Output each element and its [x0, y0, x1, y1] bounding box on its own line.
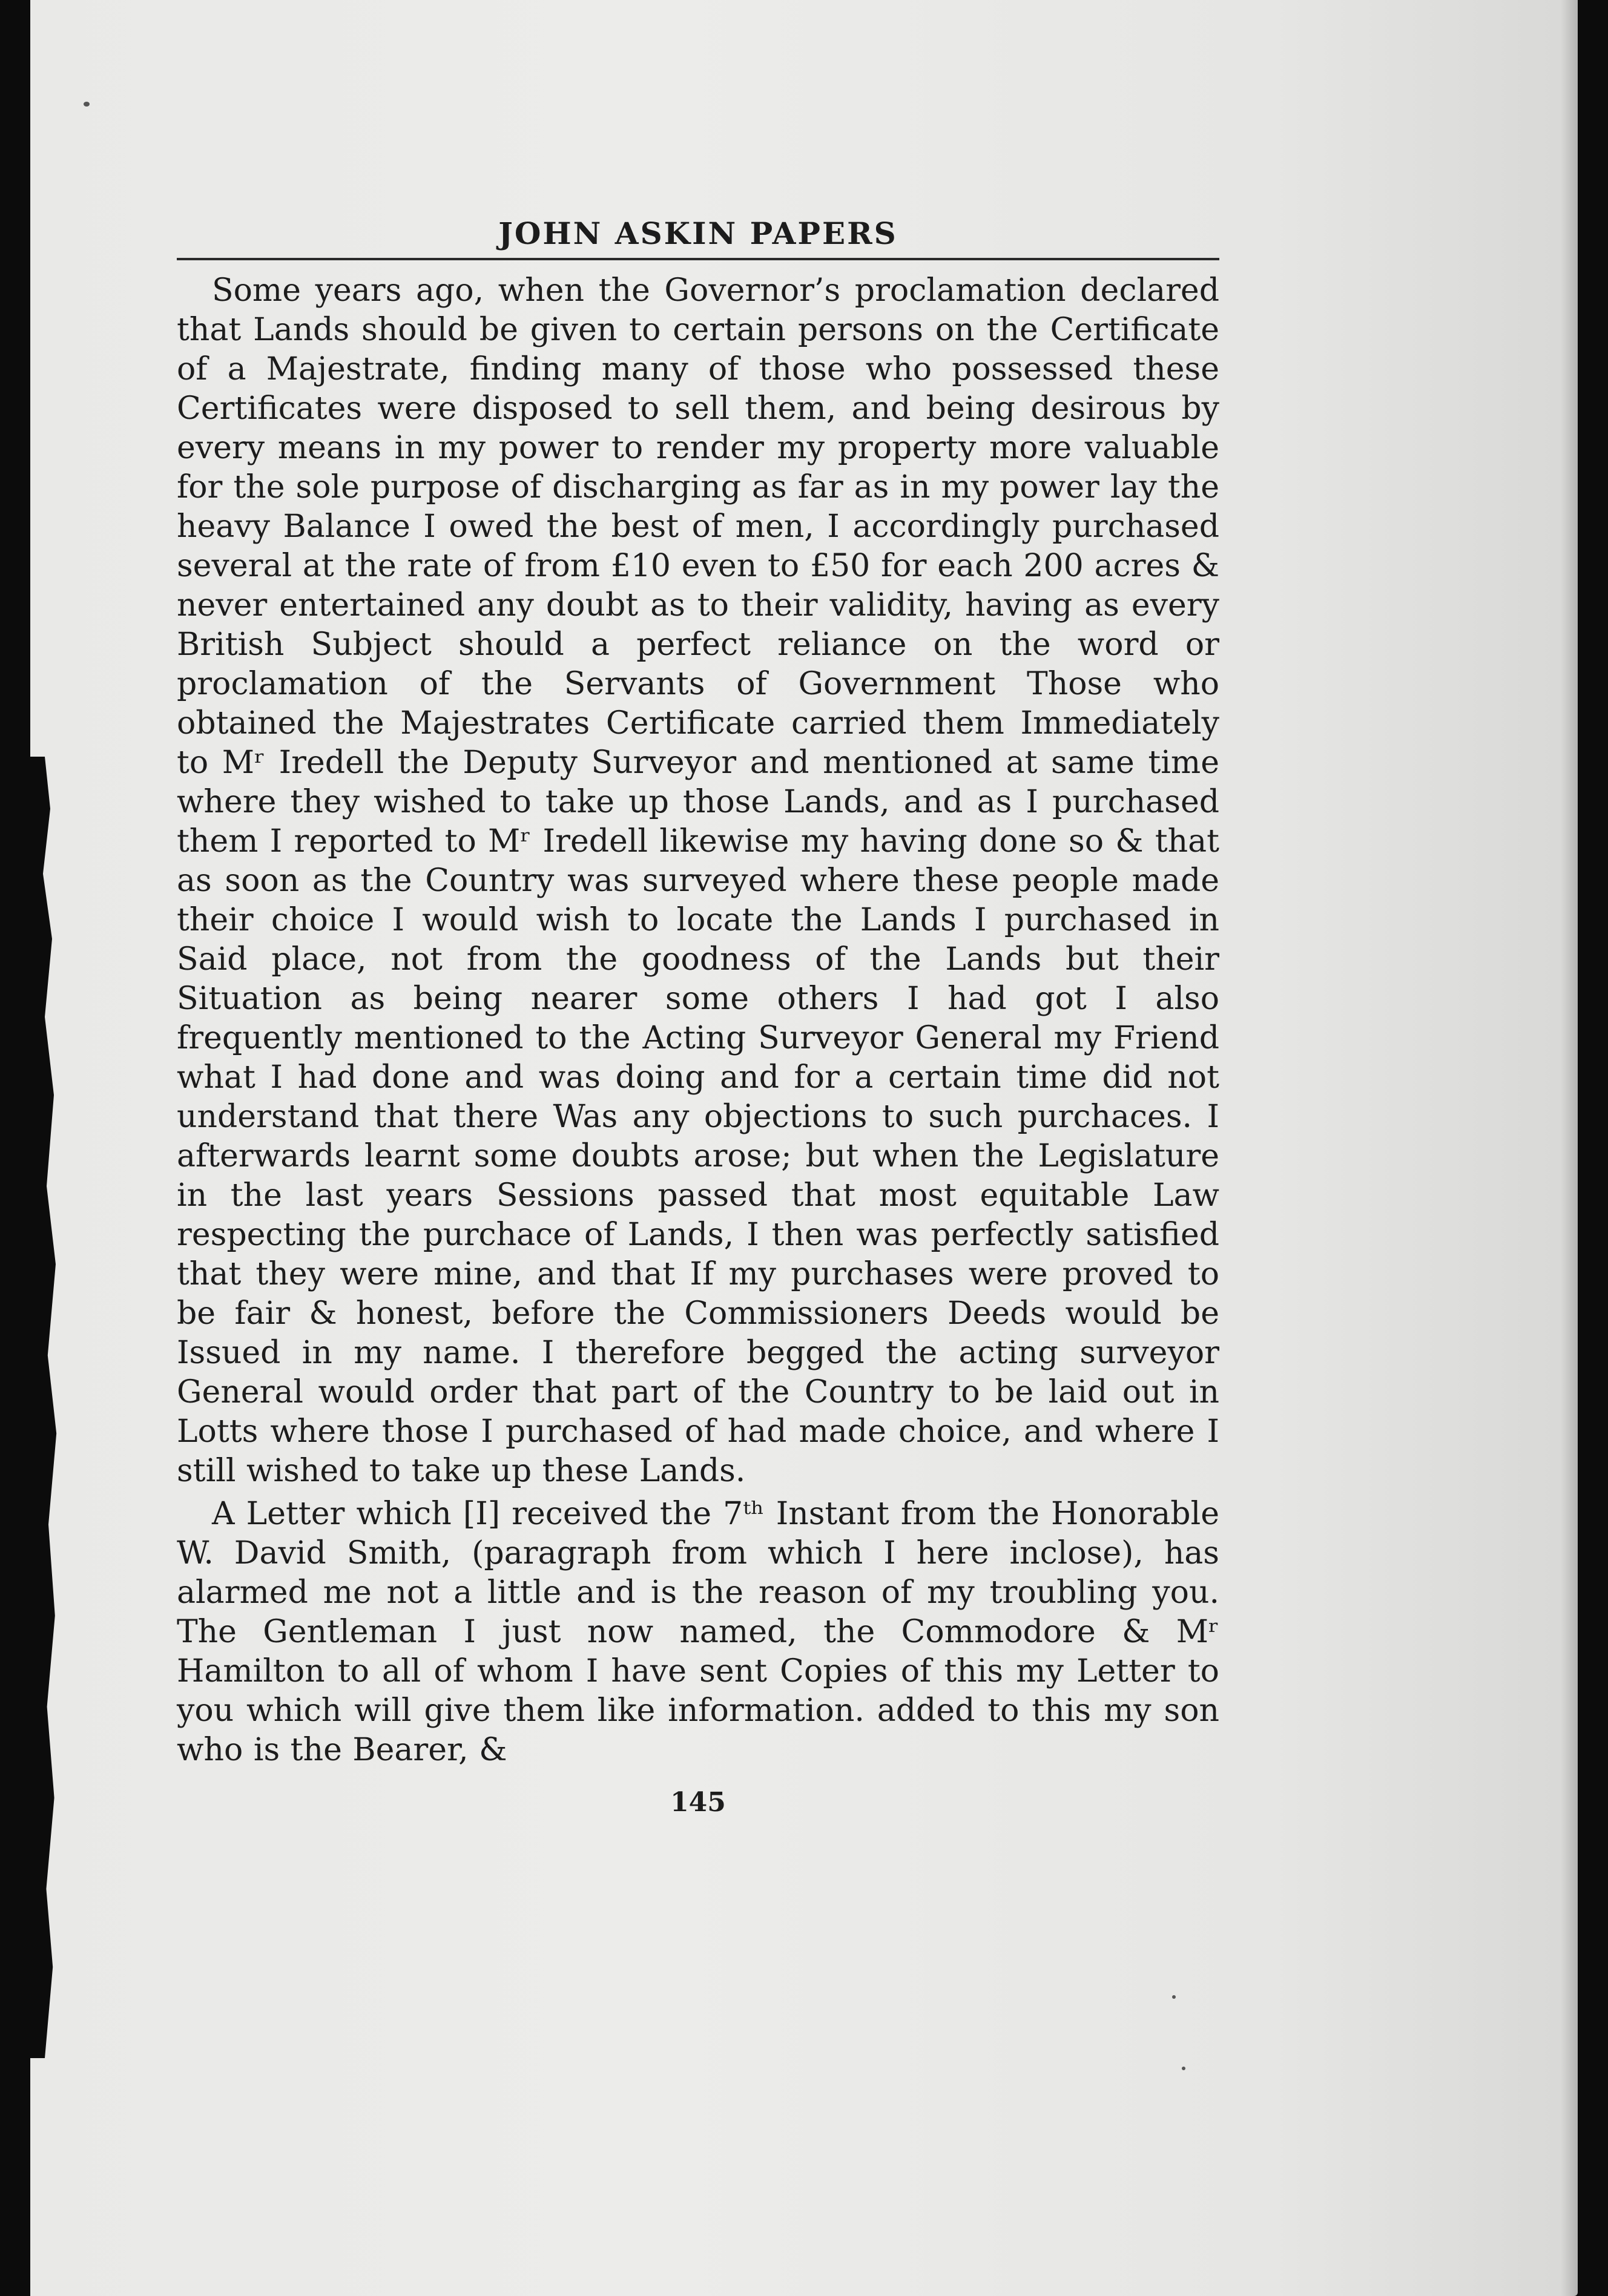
page-content [177, 212, 1219, 1818]
ink-speck [84, 102, 90, 107]
ink-speck [1182, 2067, 1185, 2070]
running-head: JOHN ASKIN PAPERS [498, 215, 898, 251]
paper-sheet [30, 0, 1578, 2296]
page-edge-shadow [1561, 0, 1579, 2296]
page-number: 145 [670, 1787, 726, 1818]
body-paragraph: Some years ago, when the Governor’s proclamation declared that Lands should be given to certain persons on the Certificate of a Majestrate, finding many of those who possessed these Certificates were disposed to sell them, and being desirous by every means in my power to render my property more valuable for the sole purpose of discharging as far as in my power lay the heavy Balance I owed the best of men, I accordingly purchased several at the rate of from £10 even to £50 for each 200 acres & never entertained any doubt as to their validity, having as every British Subject should a perfect reliance on the word or proclamation of the Servants of Government Those who obtained the Majestrates Certificate carried them Immediately to Mʳ Iredell the Deputy Surveyor and mentioned at same time where they wished to take up those Lands, and as I purchased them I reported to Mʳ Iredell likewise my having done so & that as soon as the Country was surveyed where these people made their choice I would wish to locate the Lands I purchased in Said place, not from the goodness of the Lands but their Situation as being nearer some others I had got I also frequently mentioned to the Acting Surveyor General my Friend what I had done and was doing and for a certain time did not understand that there Was any objections to such purchaces. I afterwards learnt some doubts arose; but when the Legislature in the last years Sessions passed that most equitable Law respecting the purchace of Lands, I then was perfectly satisfied that they were mine, and that If my purchases were proved to be fair & honest, before the Commissioners Deeds would be Issued in my name. I therefore begged the acting surveyor General would order that part of the Country to be laid out in Lotts where those I purchased of had made choice, and where I still wished to take up these Lands. [177, 272, 1219, 1489]
header-rule [177, 258, 1219, 260]
body-paragraph: A Letter which [I] received the 7ᵗʰ Instant from the Honorable W. David Smith, (paragraph from which I here inclose), has alarmed me not a little and is the reason of my troubling you. The Gentleman I just now named, the Commodore & Mʳ Hamilton to all of whom I have sent Copies of this my Letter to you which will give them like information. added to this my son who is the Bearer, & [177, 1496, 1219, 1768]
torn-left-edge [30, 757, 67, 2058]
ink-speck [1172, 1995, 1176, 1999]
